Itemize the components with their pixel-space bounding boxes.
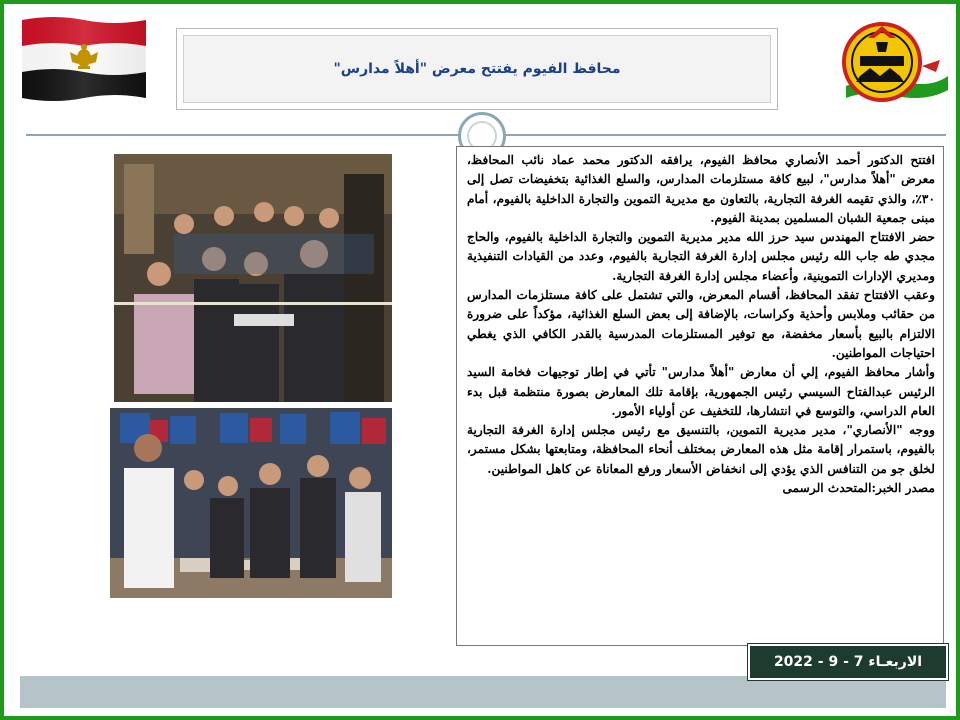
article-paragraph: حضر الافتتاح المهندس سيد حرز الله مدير مديرية التموين والتجارة الداخلية بالفيوم، والحاج مجدي طه جاب الله رئيس مجلس إدارة الغرفة التجارية بالفيوم، وعدد من القيادات التنفيذية ومديري الإدارات التموينية، وأعضاء مجلس إدارة الغرفة التجارية.: [467, 230, 935, 283]
title-box: [176, 28, 778, 110]
date-badge: [748, 644, 948, 680]
date-text: الاربعـاء 7 - 9 - 2022: [773, 654, 923, 670]
article-box: [456, 146, 944, 646]
news-source: مصدر الخبر:المتحدث الرسمى: [782, 481, 935, 496]
article-paragraph: وأشار محافظ الفيوم، إلي أن معارض "أهلاً مدارس" تأتي في إطار توجيهات فخامة السيد الرئيس عبدالفتاح السيسي رئيس الجمهورية، بإقامة تلك المعارض بصورة منتظمة قبل بدء العام الدراسي، والتوسع في انتشارها، للتخفيف عن أولياء الأمور.: [467, 365, 935, 418]
footer-bar: [20, 676, 946, 708]
egypt-flag-icon: [18, 14, 150, 104]
article-paragraph: وعقب الافتتاح تفقد المحافظ، أقسام المعرض، والتي تشتمل على كافة مستلزمات المدارس من حقائب وملابس وأحذية وكراسات، بالإضافة إلى بعض السلع الغذائية، مؤكداً على ضرورة الالتزام بالبيع بأسعار مخفضة، مع توفير المستلزمات المدرسية بالقدر الكافي الذي يغطي احتياجات المواطنين.: [467, 288, 935, 360]
article-paragraph: ووجه "الأنصاري"، مدير مديرية التموين، بالتنسيق مع رئيس مجلس إدارة الغرفة التجارية بالفيوم، باستمرار إقامة مثل هذه المعارض بمختلف أنحاء المحافظة، ومتابعتها بشكل مستمر، لخلق جو من التنافس الذي يؤدي إلى انخفاض الأسعار ورفع المعاناة عن كاهل المواطنين.: [467, 423, 935, 476]
article-paragraph: افتتح الدكتور أحمد الأنصاري محافظ الفيوم، يرافقه الدكتور محمد عماد نائب المحافظ، معرض "أهلاً مدارس"، لبيع كافة مستلزمات المدارس، والسلع الغذائية بتخفيضات تصل إلى ٣٠٪، والذي تقيمه الغرفة التجارية، بالتعاون مع مديرية التموين والتجارة الداخلية بالفيوم، أمام مبنى جمعية الشبان المسلمين بمدينة الفيوم.: [467, 153, 935, 225]
article-body: [457, 147, 943, 500]
fayoum-governorate-emblem-icon: [836, 16, 952, 108]
page-title: محافظ الفيوم يفتتح معرض "أهلاً مدارس": [333, 61, 621, 77]
exhibition-tour-photo: [110, 408, 392, 598]
ribbon-cutting-photo: [114, 154, 392, 402]
